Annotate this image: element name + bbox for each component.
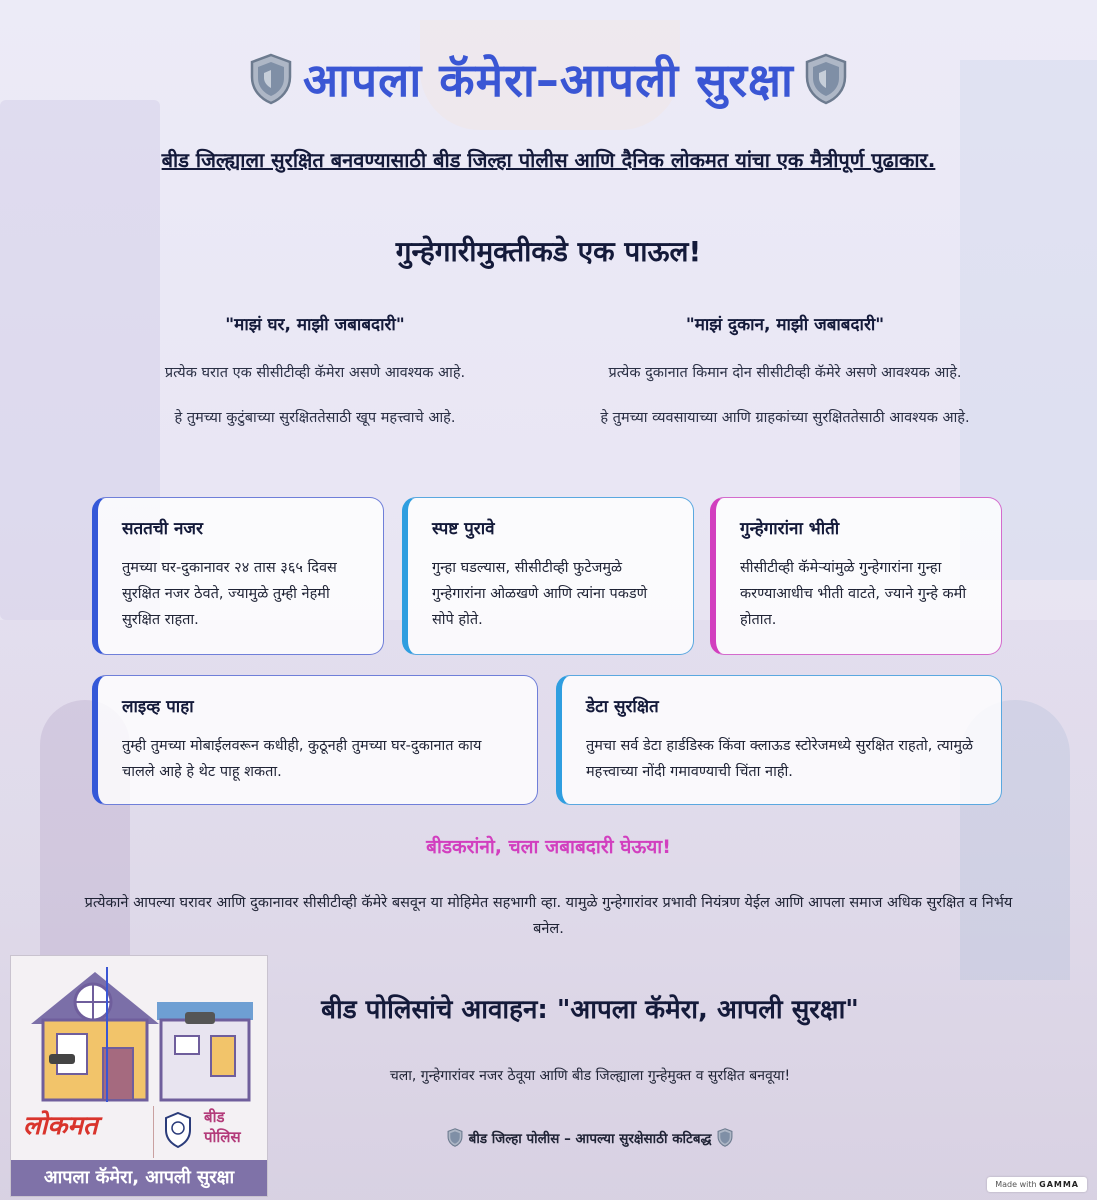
card-body: तुमचा सर्व डेटा हार्डडिस्क किंवा क्लाऊड स्टोरेजमध्ये सुरक्षित राहतो, त्यामुळे महत्त्वाच्या नोंदी गमावण्याची चिंता नाही. bbox=[586, 738, 974, 780]
badge-brand: GAMMA bbox=[1039, 1180, 1079, 1189]
appeal-text: चला, गुन्हेगारांवर नजर ठेवूया आणि बीड जिल्ह्याला गुन्हेमुक्त व सुरक्षित बनवूया! bbox=[389, 1068, 791, 1084]
card-title: डेटा सुरक्षित bbox=[586, 697, 659, 717]
page-subtitle: बीड जिल्ह्याला सुरक्षित बनवण्यासाठी बीड जिल्हा पोलीस आणि दैनिक लोकमत यांचा एक मैत्रीपूर्ण पुढाकार. bbox=[161, 148, 936, 172]
shield-icon bbox=[249, 53, 293, 105]
house-camera-icon bbox=[25, 962, 257, 1102]
campaign-logo bbox=[10, 955, 268, 1197]
appeal-heading: बीड पोलिसांचे आवाहन: "आपला कॅमेरा, आपली सुरक्षा" bbox=[321, 995, 859, 1025]
shield-icon bbox=[717, 1128, 733, 1147]
shop-responsibility-column bbox=[550, 312, 1020, 451]
police-logo-text bbox=[204, 1107, 241, 1147]
page-title: आपला कॅमेरा–आपली सुरक्षा bbox=[303, 53, 794, 107]
cta-text: प्रत्येकाने आपल्या घरावर आणि दुकानावर सीसीटीव्ही कॅमेरे बसवून या मोहिमेत सहभागी व्हा. यामुळे गुन्हेगारांवर प्रभावी नियंत्रण येईल आणि आपला समाज अधिक सुरक्षित व निर्भय बनेल. bbox=[84, 895, 1013, 937]
card-body: गुन्हा घडल्यास, सीसीटीव्ही फुटेजमुळे गुन्हेगारांना ओळखणे आणि त्यांना पकडणे सोपे होते. bbox=[432, 560, 648, 628]
card-body: सीसीटीव्ही कॅमेऱ्यांमुळे गुन्हेगारांना गुन्हा करण्याआधीच भीती वाटते, ज्याने गुन्हे कमी होतात. bbox=[740, 560, 967, 628]
column-heading: "माझं दुकान, माझी जबाबदारी" bbox=[685, 315, 885, 335]
card-title: लाइव्ह पाहा bbox=[122, 697, 194, 717]
cta-heading: बीडकरांनो, चला जबाबदारी घेऊया! bbox=[426, 836, 671, 858]
column-text: प्रत्येक दुकानात किमान दोन सीसीटीव्ही कॅमेरे असणे आवश्यक आहे. bbox=[608, 365, 962, 381]
feature-card bbox=[92, 675, 538, 805]
police-emblem-icon bbox=[163, 1112, 193, 1148]
card-title: स्पष्ट पुरावे bbox=[432, 519, 495, 539]
shield-icon bbox=[804, 53, 848, 105]
card-body: तुम्ही तुमच्या मोबाईलवरून कधीही, कुठूनही तुमच्या घर-दुकानात काय चालले आहे हे थेट पाहू शकता. bbox=[122, 738, 482, 780]
lokmat-logo: लोकमत bbox=[23, 1111, 98, 1141]
feature-card bbox=[92, 497, 384, 655]
logo-divider bbox=[153, 1106, 154, 1158]
footer-line bbox=[240, 1128, 940, 1147]
feature-card bbox=[710, 497, 1002, 655]
shield-icon bbox=[447, 1128, 463, 1147]
column-text: प्रत्येक घरात एक सीसीटीव्ही कॅमेरा असणे आवश्यक आहे. bbox=[164, 365, 466, 381]
home-responsibility-column bbox=[80, 312, 550, 451]
section-heading: गुन्हेगारीमुक्तीकडे एक पाऊल! bbox=[395, 235, 702, 268]
card-title: गुन्हेगारांना भीती bbox=[740, 519, 840, 539]
footer-text: बीड जिल्हा पोलीस – आपल्या सुरक्षेसाठी कटिबद्ध bbox=[468, 1130, 712, 1147]
logo-tagline: आपला कॅमेरा, आपली सुरक्षा bbox=[11, 1160, 267, 1196]
police-logo-line: बीड bbox=[204, 1108, 225, 1126]
column-text: हे तुमच्या कुटुंबाच्या सुरक्षिततेसाठी खूप महत्त्वाचे आहे. bbox=[174, 410, 456, 426]
column-heading: "माझं घर, माझी जबाबदारी" bbox=[225, 315, 405, 335]
made-with-gamma-badge[interactable] bbox=[987, 1177, 1087, 1192]
feature-card bbox=[556, 675, 1002, 805]
badge-prefix: Made with bbox=[995, 1180, 1037, 1189]
card-body: तुमच्या घर-दुकानावर २४ तास ३६५ दिवस सुरक्षित नजर ठेवते, ज्यामुळे तुम्ही नेहमी सुरक्षित राहता. bbox=[122, 560, 337, 628]
column-text: हे तुमच्या व्यवसायाच्या आणि ग्राहकांच्या सुरक्षिततेसाठी आवश्यक आहे. bbox=[600, 410, 970, 426]
feature-card bbox=[402, 497, 694, 655]
police-logo-line: पोलिस bbox=[204, 1128, 241, 1146]
card-title: सततची नजर bbox=[122, 519, 203, 539]
